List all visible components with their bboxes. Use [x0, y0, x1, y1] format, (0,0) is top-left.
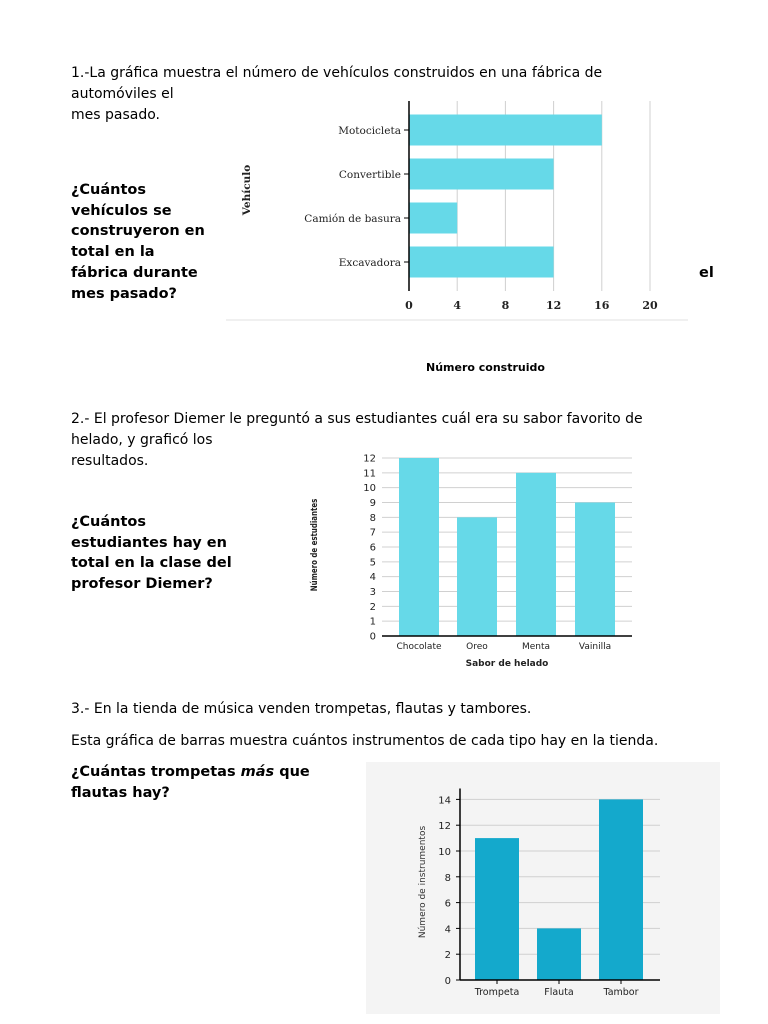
question-part: que	[274, 764, 310, 780]
chart3-y-tick-label: 6	[444, 898, 451, 910]
question-line: ¿Cuántos	[71, 514, 147, 530]
chart2-y-tick-label: 1	[369, 616, 376, 628]
chart3-y-tick-label: 2	[444, 950, 451, 962]
chart2-bar	[399, 458, 439, 636]
chart2-y-tick-label: 4	[369, 572, 376, 584]
question-line: estudiantes hay en	[71, 534, 227, 551]
problem3-intro-line2: Esta gráfica de barras muestra cuántos instrumentos de cada tipo hay en la tienda.	[71, 733, 659, 749]
chart1-category-label: Motocicleta	[338, 125, 401, 137]
question-part: ¿Cuántas trompetas	[71, 764, 241, 780]
chart2-x-axis-label: Sabor de helado	[465, 659, 549, 669]
question-line: mes pasado?	[71, 285, 177, 302]
problem2-intro-line2: helado, y graficó los	[71, 432, 213, 448]
ice-cream-bar-chart	[300, 448, 640, 676]
problem2-intro-line3: resultados.	[71, 453, 149, 469]
chart2-y-tick-label: 11	[363, 468, 376, 480]
problem1-question	[71, 180, 205, 304]
problem1-intro-line1: 1.-La gráfica muestra el número de vehículos construidos en una fábrica de	[71, 65, 603, 81]
chart3-bar	[599, 799, 643, 980]
chart1-bar	[409, 115, 602, 146]
chart1-bar	[409, 159, 554, 190]
chart3-y-axis-label: Número de instrumentos	[418, 825, 428, 939]
chart1-x-tick-label: 4	[453, 299, 462, 312]
chart2-y-tick-label: 9	[369, 498, 376, 509]
chart2-y-tick-label: 6	[369, 542, 376, 554]
problem1-intro-line3: mes pasado.	[71, 107, 160, 123]
vehicles-bar-chart	[226, 96, 692, 326]
chart2-y-tick-label: 0	[369, 631, 376, 643]
chart3-category-label: Trompeta	[474, 987, 520, 998]
chart1-x-tick-label: 12	[545, 299, 562, 312]
chart2-y-tick-label: 12	[363, 453, 376, 465]
chart3-y-tick-label: 10	[438, 847, 451, 858]
chart3-y-tick-label: 0	[444, 976, 451, 987]
chart3-y-tick-label: 14	[438, 795, 451, 807]
chart2-category-label: Chocolate	[396, 642, 442, 652]
chart2-bar	[575, 503, 615, 637]
chart2-y-axis-label: Número de estudiantes	[309, 498, 320, 592]
chart1-x-tick-label: 16	[594, 299, 610, 312]
problem2-question	[71, 512, 232, 595]
question-line: total en la	[71, 244, 155, 261]
chart2-y-tick-label: 7	[369, 527, 376, 539]
chart2-y-tick-label: 8	[369, 512, 376, 524]
chart3-bar	[537, 928, 581, 980]
chart3-y-tick-label: 4	[444, 924, 451, 936]
chart3-bar	[475, 838, 519, 980]
chart2-bar	[457, 517, 497, 636]
chart1-x-tick-label: 8	[501, 299, 510, 312]
problem3-intro-line1: 3.- En la tienda de música venden trompetas, flautas y tambores.	[71, 701, 532, 717]
problem1-intro-line2: automóviles el	[71, 86, 174, 102]
chart1-category-label: Convertible	[338, 169, 401, 181]
chart2-y-tick-label: 5	[369, 557, 376, 569]
problem2-intro-line1: 2.- El profesor Diemer le preguntó a sus estudiantes cuál era su sabor favorito de	[71, 411, 643, 427]
chart1-bar	[409, 203, 457, 234]
question-emphasis: más	[240, 764, 275, 780]
chart2-y-tick-label: 2	[369, 601, 376, 613]
chart2-category-label: Vainilla	[578, 642, 612, 652]
instruments-bar-chart	[366, 762, 720, 1014]
question-line: ¿Cuántos	[71, 182, 147, 198]
question-line: construyeron en	[71, 223, 205, 240]
chart3-category-label: Flauta	[544, 987, 574, 998]
chart2-y-tick-label: 3	[369, 587, 376, 598]
chart1-bar	[409, 247, 554, 278]
chart3-y-tick-label: 8	[444, 872, 451, 884]
chart1-x-tick-label: 0	[405, 299, 413, 312]
question-line: vehículos se	[71, 202, 172, 219]
chart2-category-label: Menta	[521, 642, 551, 652]
chart1-category-label: Camión de basura	[304, 213, 401, 225]
question-line: total en la clase del	[71, 555, 232, 572]
chart2-y-tick-label: 10	[363, 483, 376, 495]
chart2-bar	[516, 473, 556, 636]
problem1-question-tail: el	[699, 265, 714, 281]
problem3-question	[71, 762, 310, 803]
question-line	[71, 762, 310, 783]
chart3-y-tick-label: 12	[438, 821, 451, 833]
chart1-category-label: Excavadora	[338, 257, 401, 269]
chart3-category-label: Tambor	[603, 987, 639, 998]
question-line: flautas hay?	[71, 784, 170, 801]
chart2-category-label: Oreo	[466, 642, 488, 652]
chart1-x-axis-label: Número construido	[426, 361, 545, 374]
chart1-x-tick-label: 20	[642, 299, 658, 312]
question-line: profesor Diemer?	[71, 576, 213, 593]
question-line: fábrica durante	[71, 264, 198, 281]
chart1-y-axis-label: Vehículo	[241, 164, 253, 216]
